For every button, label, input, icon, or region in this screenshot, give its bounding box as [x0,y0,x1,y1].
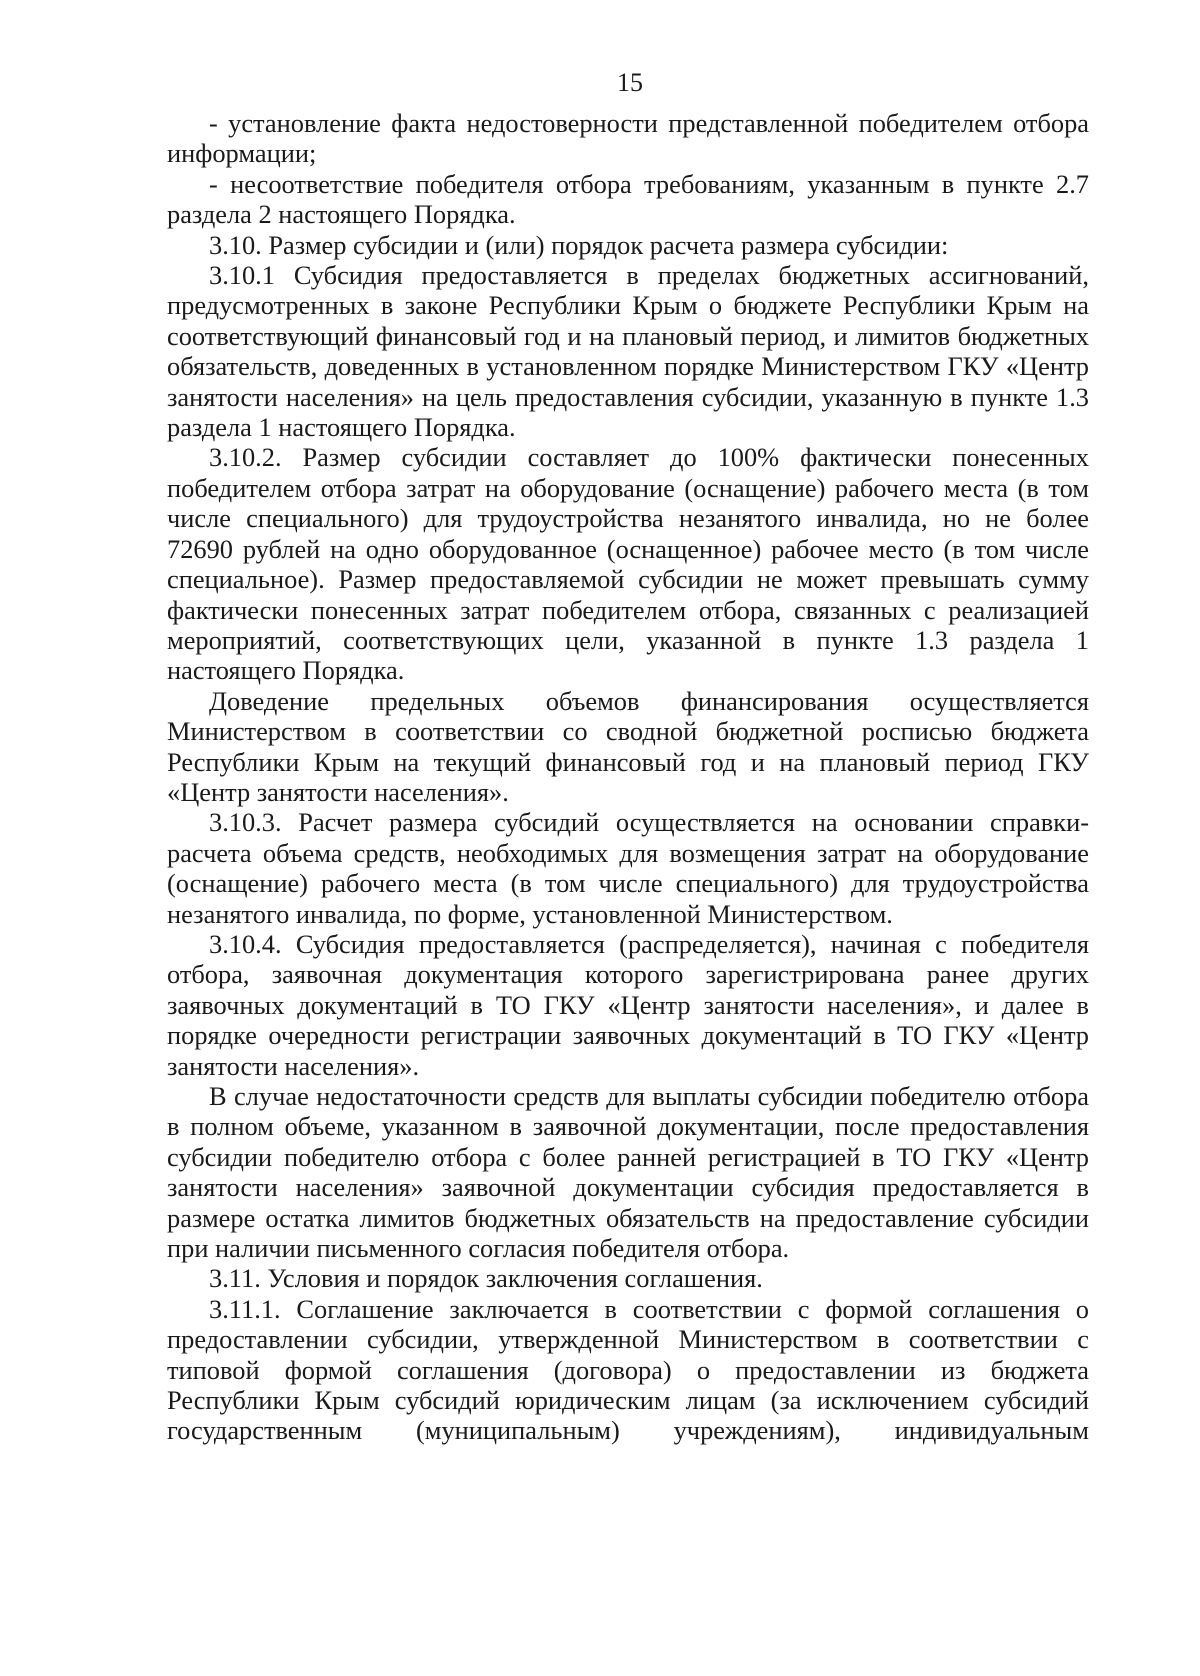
page-body [167,108,1089,1446]
section-heading-3-11: 3.11. Условия и порядок заключения соглашения. [209,1263,763,1294]
paragraph-3-10-1: 3.10.1 Субсидия предоставляется в пределах бюджетных ассигнований, предусмотренных в законе Республики Крым о бюджете Республики Крым на соответствующий финансовый год и на плановый период, и лимитов бюджетных обязательств, доведенных в установленном порядке Министерством ГКУ «Центр занятости населения» на цель предоставления субсидии, указанную в пункте 1.3 раздела 1 настоящего Порядка. [167,260,1089,443]
paragraph-3-11-1: 3.11.1. Соглашение заключается в соответствии с формой соглашения о предоставлении субсидии, утвержденной Министерством в соответствии с типовой формой соглашения (договора) о предоставлении из бюджета Республики Крым субсидий юридическим лицам (за исключением субсидий государственным (муниципальным) учреждениям), индивидуальным [167,1293,1089,1446]
paragraph-unreliable-info: - установление факта недостоверности представленной победителем отбора информации; [167,108,1089,169]
paragraph-insufficient-funds: В случае недостаточности средств для выплаты субсидии победителю отбора в полном объеме, указанном в заявочной документации, после предоставления субсидии победителю отбора с более ранней регистрацией в ТО ГКУ «Центр занятости населения» заявочной документации субсидия предоставляется в размере остатка лимитов бюджетных обязательств на предоставление субсидии при наличии письменного согласия победителя отбора. [167,1081,1089,1264]
paragraph-3-10-3: 3.10.3. Расчет размера субсидий осуществляется на основании справки-расчета объема средств, необходимых для возмещения затрат на оборудование (оснащение) рабочего места (в том числе специального) для трудоустройства незанятого инвалида, по форме, установленной Министерством. [167,807,1089,929]
paragraph-noncompliance: - несоответствие победителя отбора требованиям, указанным в пункте 2.7 раздела 2 настоящего Порядка. [167,168,1089,230]
section-heading-3-10: 3.10. Размер субсидии и (или) порядок расчета размера субсидии: [209,229,949,260]
paragraph-3-10-2: 3.10.2. Размер субсидии составляет до 100% фактически понесенных победителем отбора затрат на оборудование (оснащение) рабочего места (в том числе специального) для трудоустройства незанятого инвалида, но не более 72690 рублей на одно оборудованное (оснащенное) рабочее место (в том числе специальное). Размер предоставляемой субсидии не может превышать сумму фактически понесенных затрат победителем отбора, связанных с реализацией мероприятий, соответствующих цели, указанной в пункте 1.3 раздела 1 настоящего Порядка. [167,442,1089,686]
paragraph-funding-limits: Доведение предельных объемов финансирования осуществляется Министерством в соответствии со сводной бюджетной росписью бюджета Республики Крым на текущий финансовый год и на плановый период ГКУ «Центр занятости населения». [167,685,1089,807]
page-number: 15 [617,68,643,97]
paragraph-3-10-4: 3.10.4. Субсидия предоставляется (распределяется), начиная с победителя отбора, заявочная документация которого зарегистрирована ранее других заявочных документаций в ТО ГКУ «Центр занятости населения», и далее в порядке очередности регистрации заявочных документаций в ТО ГКУ «Центр занятости населения». [167,928,1089,1081]
